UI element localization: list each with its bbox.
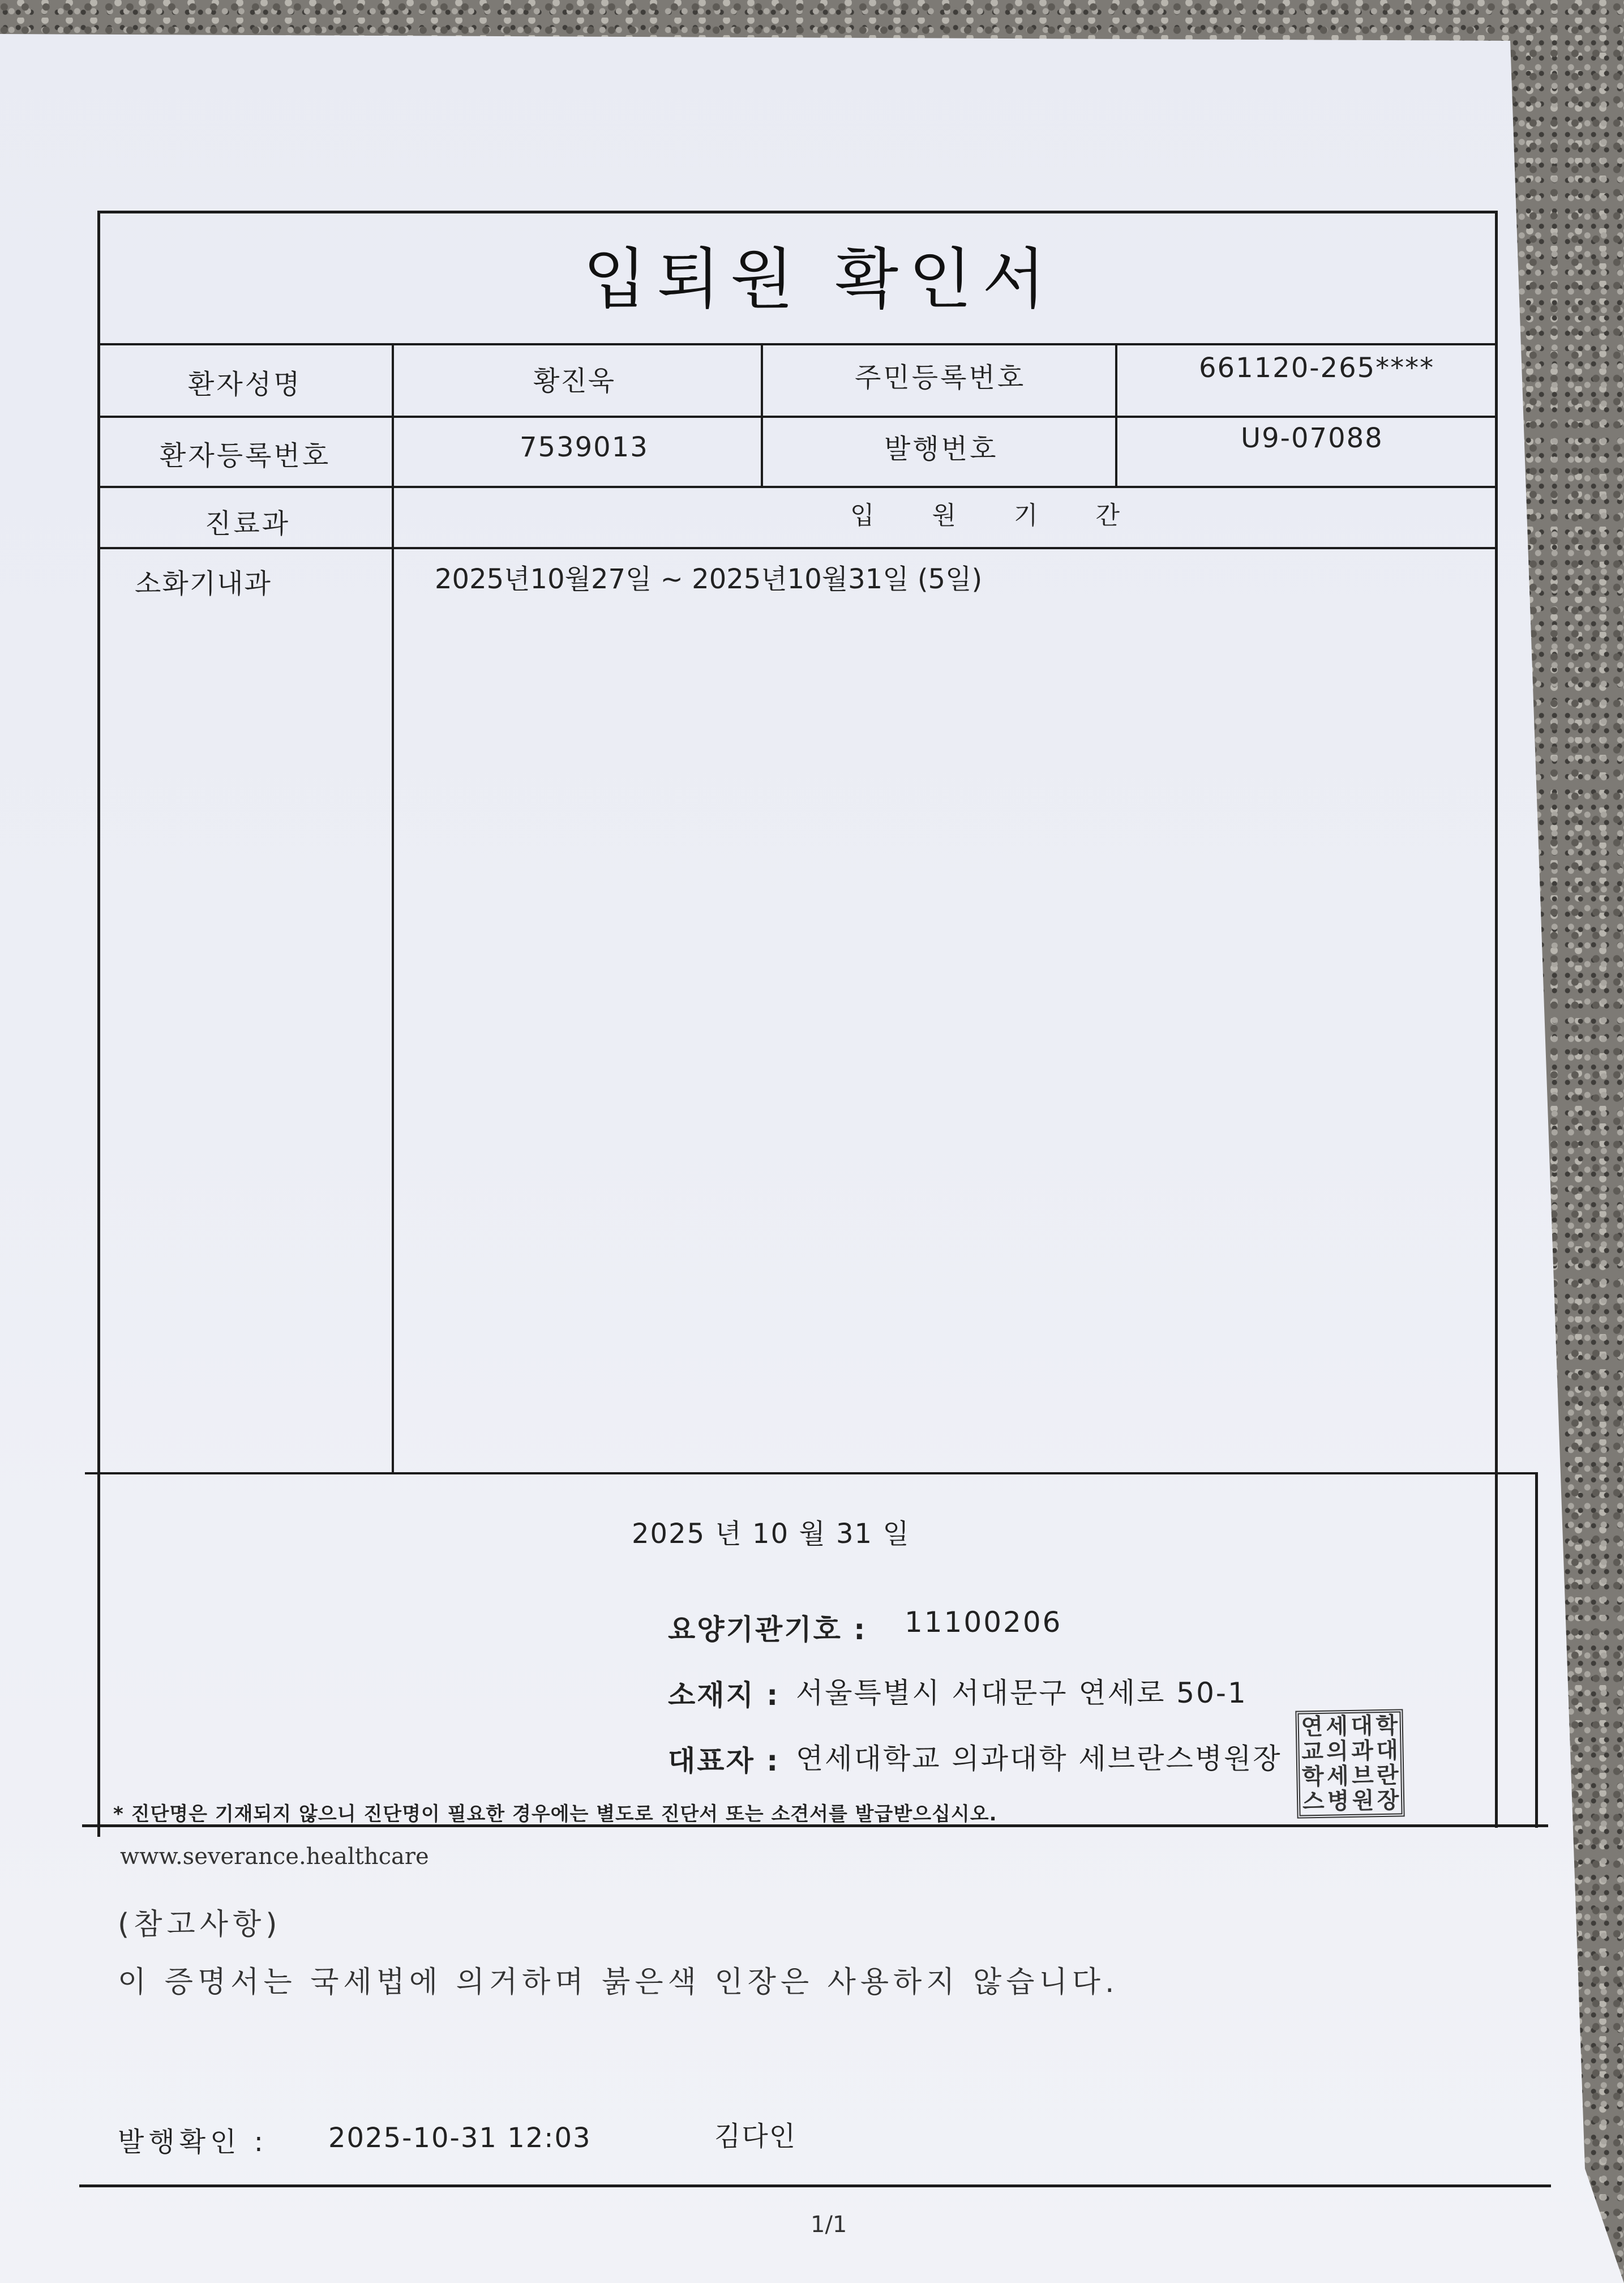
department-value: 소화기내과: [135, 568, 272, 600]
col-rule-3: [1115, 343, 1117, 487]
representative-label: 대표자 :: [668, 1745, 780, 1777]
issue-date: 2025 년 10 월 31 일: [632, 1518, 910, 1550]
diagnosis-footnote: * 진단명은 기재되지 않으니 진단명이 필요한 경우에는 별도로 진단서 또는 소견서를 발급받으십시오.: [113, 1803, 997, 1825]
institution-code-value: 11100206: [905, 1606, 1062, 1639]
seal-glyph: 란: [1376, 1762, 1399, 1789]
seal-glyph: 학: [1301, 1763, 1325, 1790]
body-right-rule: [1495, 547, 1497, 1473]
seal-glyph: 세: [1326, 1763, 1349, 1790]
reference-text: 이 증명서는 국세법에 의거하며 붉은색 인장은 사용하지 않습니다.: [118, 1965, 1119, 1999]
institution-code-label: 요양기관기호 :: [668, 1613, 867, 1646]
col-rule-1: [392, 343, 394, 1473]
table-border-top: [97, 211, 1498, 213]
footer-rule: [79, 2184, 1551, 2187]
seal-glyph: 원: [1352, 1788, 1374, 1814]
table-border-left: [97, 211, 100, 1837]
resident-no-label: 주민등록번호: [855, 362, 1026, 394]
table-border-right-lower: [1535, 1472, 1538, 1828]
issue-no-value: U9-07088: [1241, 422, 1383, 454]
seal-glyph: 연: [1301, 1713, 1323, 1741]
document-title: 입퇴원 확인서: [583, 241, 1056, 318]
website-url: www.severance.healthcare: [120, 1844, 429, 1870]
issue-confirm-datetime: 2025-10-31 12:03: [328, 2122, 592, 2154]
admission-period-value: 2025년10월27일 ~ 2025년10월31일 (5일): [435, 563, 983, 595]
col-rule-2: [761, 343, 763, 487]
page-number: 1/1: [811, 2212, 847, 2238]
seal-glyph: 과: [1351, 1738, 1374, 1764]
resident-no-value: 661120-265****: [1199, 352, 1435, 384]
patient-name-value: 황진욱: [533, 365, 616, 397]
patient-name-label: 환자성명: [188, 369, 302, 400]
row-rule-2: [97, 416, 1498, 418]
issue-no-label: 발행번호: [884, 433, 999, 465]
seal-glyph: 세: [1326, 1713, 1348, 1740]
issuer-name: 김다인: [714, 2120, 797, 2152]
address-value: 서울특별시 서대문구 연세로 50-1: [796, 1677, 1248, 1709]
seal-glyph: 스: [1302, 1788, 1325, 1815]
seal-glyph: 브: [1351, 1763, 1374, 1789]
seal-glyph: 장: [1377, 1787, 1399, 1814]
row-rule-3: [97, 486, 1498, 488]
seal-glyph: 대: [1351, 1713, 1373, 1739]
seal-glyph: 병: [1327, 1788, 1349, 1815]
row-rule-4: [97, 547, 1498, 549]
row-rule-5: [85, 1472, 1538, 1474]
patient-reg-label: 환자등록번호: [160, 440, 331, 472]
address-label: 소재지 :: [668, 1679, 780, 1712]
seal-glyph: 학: [1376, 1712, 1398, 1739]
admission-period-label: 입 원 기 간: [850, 501, 1145, 530]
patient-reg-value: 7539013: [520, 431, 649, 463]
reference-heading: (참고사항): [118, 1908, 282, 1942]
seal-glyph: 대: [1376, 1737, 1399, 1764]
issue-confirm-label: 발행확인 :: [118, 2126, 268, 2158]
seal-glyph: 교: [1301, 1738, 1324, 1765]
hospital-seal-stamp: [1295, 1709, 1404, 1818]
seal-glyph: 의: [1326, 1738, 1349, 1765]
department-label: 진료과: [205, 508, 291, 540]
row-rule-1: [97, 343, 1498, 345]
representative-value: 연세대학교 의과대학 세브란스병원장: [796, 1742, 1282, 1775]
